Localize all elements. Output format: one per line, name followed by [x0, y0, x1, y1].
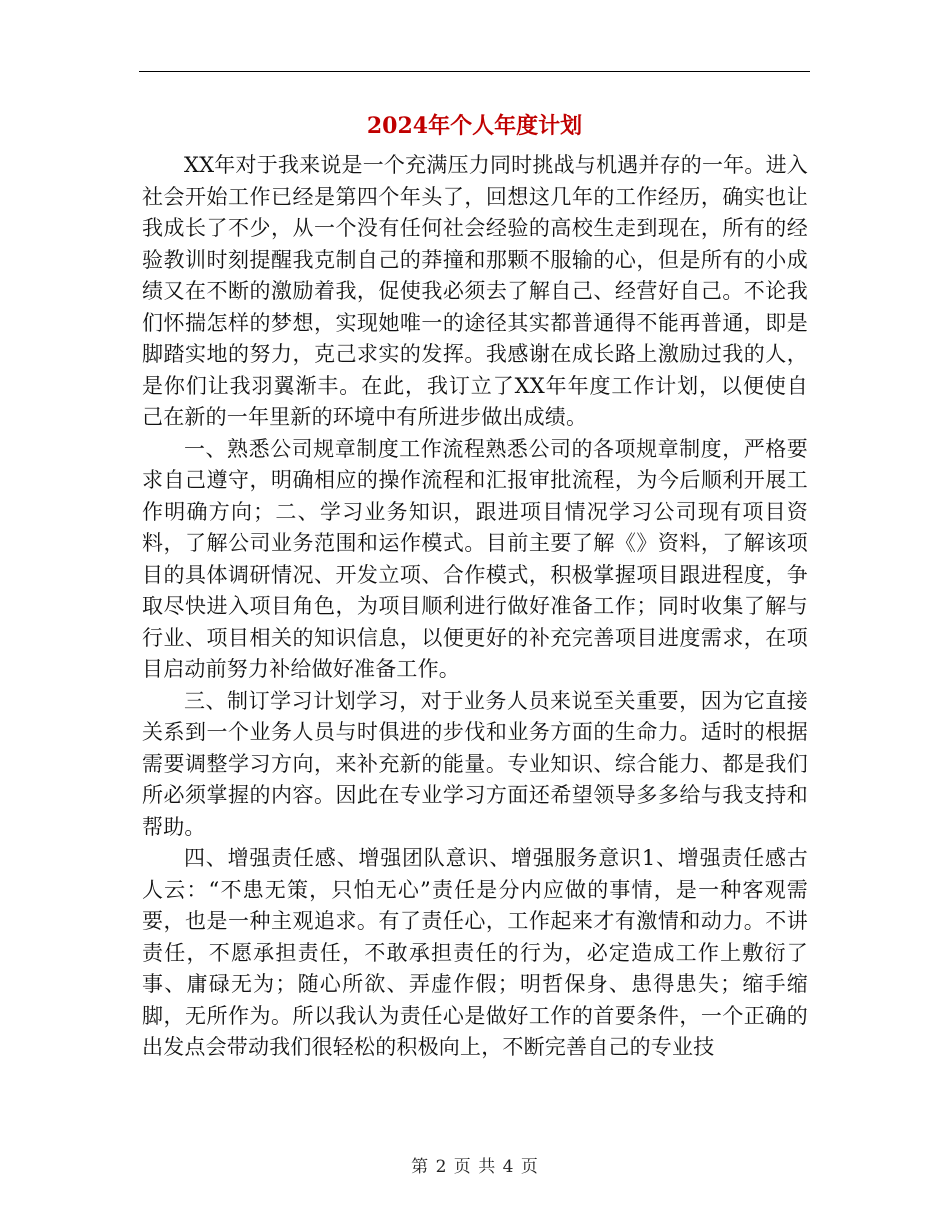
paragraph-section-3: 三、制订学习计划学习，对于业务人员来说至关重要，因为它直接关系到一个业务人员与时俱进的步伐和业务方面的生命力。适时的根据需要调整学习方向，来补充新的能量。专业知识、综合能力、都是我们所必须掌握的内容。因此在专业学习方面还希望领导多多给与我支持和帮助。 [142, 688, 808, 839]
page-number-footer: 第 2 页 共 4 页 [411, 1157, 539, 1177]
document-body [142, 150, 808, 1064]
paragraph-section-4: 四、增强责任感、增强团队意识、增强服务意识1、增强责任感古人云：“不患无策，只怕无心”责任是分内应做的事情，是一种客观需要，也是一种主观追求。有了责任心，工作起来才有激情和动力。不讲责任，不愿承担责任，不敢承担责任的行为，必定造成工作上敷衍了事、庸碌无为；随心所欲、弄虚作假；明哲保身、患得患失；缩手缩脚，无所作为。所以我认为责任心是做好工作的首要条件，一个正确的出发点会带动我们很轻松的积极向上，不断完善自己的专业技 [142, 846, 808, 1059]
document-title: 2024年个人年度计划 [366, 113, 583, 139]
paragraph-section-1-2: 一、熟悉公司规章制度工作流程熟悉公司的各项规章制度，严格要求自己遵守，明确相应的操作流程和汇报审批流程，为今后顺利开展工作明确方向；二、学习业务知识，跟进项目情况学习公司现有项目资料，了解公司业务范围和运作模式。目前主要了解《》资料，了解该项目的具体调研情况、开发立项、合作模式，积极掌握项目跟进程度，争取尽快进入项目角色，为项目顺利进行做好准备工作；同时收集了解与行业、项目相关的知识信息，以便更好的补充完善项目进度需求，在项目启动前努力补给做好准备工作。 [142, 436, 808, 681]
paragraph-intro: XX年对于我来说是一个充满压力同时挑战与机遇并存的一年。进入社会开始工作已经是第四个年头了，回想这几年的工作经历，确实也让我成长了不少，从一个没有任何社会经验的高校生走到现在，所有的经验教训时刻提醒我克制自己的莽撞和那颗不服输的心，但是所有的小成绩又在不断的激励着我，促使我必须去了解自己、经营好自己。不论我们怀揣怎样的梦想，实现她唯一的途径其实都普通得不能再普通，即是脚踏实地的努力，克己求实的发挥。我感谢在成长路上激励过我的人，是你们让我羽翼渐丰。在此，我订立了XX年年度工作计划，以便使自己在新的一年里新的环境中有所进步做出成绩。 [142, 153, 808, 429]
header-rule [139, 71, 810, 72]
